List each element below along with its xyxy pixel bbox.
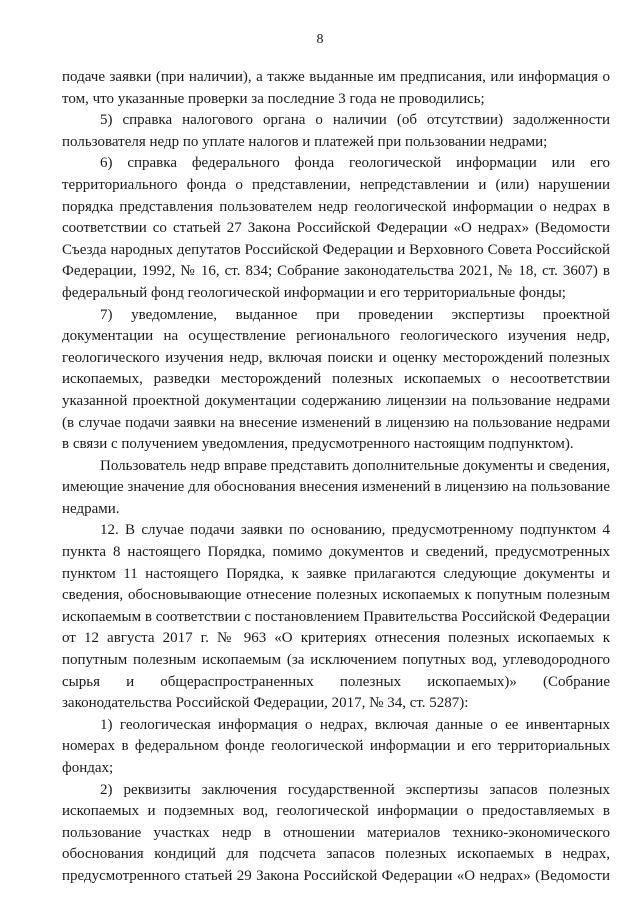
paragraph-12-item-1: 1) геологическая информация о недрах, включая данные о ее инвентарных номерах в федеральном фонде геологической информации и его территориальных фондах; bbox=[62, 716, 610, 776]
paragraph-additional-documents: Пользователь недр вправе представить дополнительные документы и сведения, имеющие значение для обоснования внесения изменений в лицензию на пользование недрами. bbox=[62, 457, 610, 517]
document-body bbox=[62, 67, 610, 888]
paragraph-section-12: 12. В случае подачи заявки по основанию, предусмотренному подпунктом 4 пункта 8 настоящего Порядка, помимо документов и сведений, предусмотренных пунктом 11 настоящего Порядка, к заявке прилагаются следующие документы и сведения, обосновывающие отнесение полезных ископаемых к попутным полезным ископаемым в соответствии с постановлением Правительства Российской Федерации от 12 августа 2017 г. № 963 «О критериях отнесения полезных ископаемых к попутным полезным ископаемым (за исключением попутных вод, углеводородного сырья и общераспространенных полезных ископаемых)» (Собрание законодательства Российской Федерации, 2017, № 34, ст. 5287): bbox=[62, 522, 610, 712]
paragraph-item-5: 5) справка налогового органа о наличии (об отсутствии) задолженности пользователя недр по уплате налогов и платежей при пользовании недрами; bbox=[62, 112, 610, 150]
paragraph-item-7: 7) уведомление, выданное при проведении экспертизы проектной документации на осуществление регионального геологического изучения недр, геологического изучения недр, включая поиски и оценку месторождений полезных ископаемых, разведки месторождений полезных ископаемых о несоответствии указанной проектной документации содержанию лицензии на пользование недрами (в случае подачи заявки на внесение изменений в лицензию на пользование недрами в связи с получением уведомления, предусмотренного настоящим подпунктом). bbox=[62, 306, 610, 453]
paragraph-12-item-2: 2) реквизиты заключения государственной экспертизы запасов полезных ископаемых и подземных вод, геологической информации о предоставляемых в пользование участках недр в отношении материалов технико-экономического обоснования кондиций для подсчета запасов полезных ископаемых в недрах, предусмотренного статьей 29 Закона Российской Федерации «О недрах» (Ведомости bbox=[62, 781, 610, 884]
paragraph-continuation: подаче заявки (при наличии), а также выданные им предписания, или информация о том, что указанные проверки за последние 3 года не проводились; bbox=[62, 69, 610, 107]
page-number: 8 bbox=[316, 32, 324, 47]
paragraph-item-6: 6) справка федерального фонда геологической информации или его территориального фонда о представлении, непредставлении и (или) нарушении порядка представления пользователем недр геологической информации о недрах в соответствии со статьей 27 Закона Российской Федерации «О недрах» (Ведомости Съезда народных депутатов Российской Федерации и Верховного Совета Российской Федерации, 1992, № 16, ст. 834; Собрание законодательства 2021, № 18, ст. 3607) в федеральный фонд геологической информации и его территориальные фонды; bbox=[62, 155, 610, 301]
